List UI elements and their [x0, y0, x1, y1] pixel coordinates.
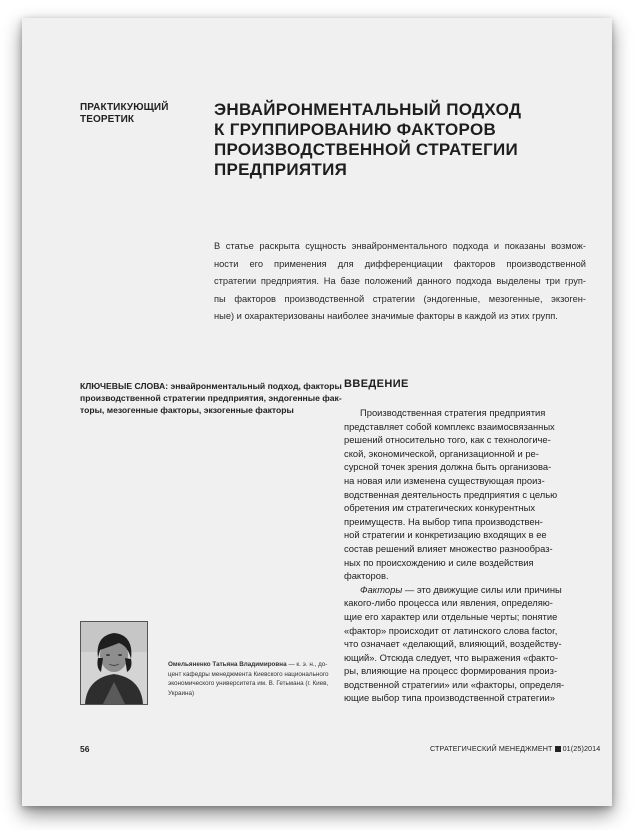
- body-line: сурсной точек зрения должна быть организова-: [344, 461, 552, 473]
- author-photo: [80, 621, 148, 705]
- body-text: [344, 406, 584, 705]
- title-line: К ГРУППИРОВАНИЮ ФАКТОРОВ: [214, 120, 497, 139]
- author-credentials: — к. э. н., до-: [288, 661, 328, 668]
- abstract-line: пы факторов производственной стратегии (эндогенные, мезогенные, экзоген-: [214, 293, 586, 304]
- author-line: [168, 660, 328, 670]
- body-line: обретения им стратегических конкурентных: [344, 502, 536, 514]
- body-line: на новая или изменена существующая произ-: [344, 474, 545, 486]
- article-title: [214, 100, 574, 180]
- title-line: ЭНВАЙРОНМЕНТАЛЬНЫЙ ПОДХОД: [214, 100, 522, 119]
- title-line: ПРЕДПРИЯТИЯ: [214, 160, 348, 179]
- rubric-label: [80, 102, 190, 126]
- author-line: Украина): [168, 689, 195, 697]
- journal-footer: [430, 744, 600, 753]
- body-line: что означает «делающий, влияющий, воздейству-: [344, 638, 562, 650]
- body-line: водственная деятельность предприятия с целью: [344, 488, 558, 500]
- body-line: ющий». Отсюда следует, что выражения «факто-: [344, 651, 558, 663]
- body-line: водственной стратегии» или «факторы, определя-: [344, 678, 565, 690]
- page-number: 56: [80, 744, 90, 754]
- body-line: решений относительно того, как с технологиче-: [344, 434, 551, 446]
- author-line: экономического университета им. В. Гетьмана (г. Киев,: [168, 680, 329, 688]
- journal-issue: 01(25)2014: [562, 744, 601, 753]
- abstract-line: ности его применения для дифференциации факторов производственной: [214, 258, 586, 269]
- rubric-line: ПРАКТИКУЮЩИЙ: [80, 102, 169, 113]
- body-line: ющие выбор типа производственной стратегии»: [344, 692, 555, 704]
- body-line: [344, 583, 584, 597]
- article-page: [22, 18, 612, 806]
- author-name: Омельяненко Татьяна Владимировна: [168, 661, 287, 668]
- author-portrait-image: [81, 622, 147, 704]
- body-line: ной стратегии и конкретизацию входящих в ее: [344, 529, 547, 541]
- abstract-line: стратегии предприятия. На базе положений данного подхода выделены три груп-: [214, 276, 586, 286]
- abstract-line: ные) и охарактеризованы наиболее значимые факторы в каждой из этих групп.: [214, 311, 558, 321]
- body-line: ных по происхождению и силе воздействия: [344, 556, 534, 568]
- rubric-line: ТЕОРЕТИК: [80, 114, 135, 125]
- title-line: ПРОИЗВОДСТВЕННОЙ СТРАТЕГИИ: [214, 140, 519, 159]
- body-line: ры, влияющие на процесс формирования произ-: [344, 665, 558, 677]
- keywords-line: торы, мезогенные факторы, экзогенные факторы: [80, 405, 294, 415]
- keywords: [80, 380, 342, 416]
- author-info: [168, 660, 328, 698]
- body-line: факторов.: [344, 570, 389, 582]
- journal-name: СТРАТЕГИЧЕСКИЙ МЕНЕДЖМЕНТ: [430, 744, 553, 753]
- section-heading: ВВЕДЕНИЕ: [344, 378, 409, 390]
- author-line: цент кафедры менеджмента Киевского национального: [168, 670, 329, 678]
- body-line: какого-либо процесса или явления, определяю-: [344, 597, 553, 609]
- body-line: состав решений влияет множество разнообраз-: [344, 542, 553, 554]
- abstract: [214, 238, 586, 326]
- abstract-line: В статье раскрыта сущность энвайронментального подхода и показаны возмож-: [214, 241, 586, 251]
- body-line: ской, экономической, организационной и ре-: [344, 447, 539, 459]
- body-line: Производственная стратегия предприятия: [360, 407, 546, 418]
- body-line-text: — это движущие силы или причины: [404, 583, 562, 595]
- keywords-line: производственной стратегии предприятия, эндогенные фак-: [80, 393, 342, 403]
- body-line: представляет собой комплекс взаимосвязанных: [344, 420, 555, 432]
- body-line: щие его характер или отдельные черты; понятие: [344, 610, 558, 622]
- body-line: преимуществ. На выбор типа производствен-: [344, 515, 543, 527]
- body-line: «фактор» происходит от латинского слова factor,: [344, 624, 558, 636]
- italic-term: Факторы: [360, 583, 403, 595]
- square-separator-icon: [555, 746, 561, 752]
- keywords-line: КЛЮЧЕВЫЕ СЛОВА: энвайронментальный подход, факторы: [80, 381, 342, 391]
